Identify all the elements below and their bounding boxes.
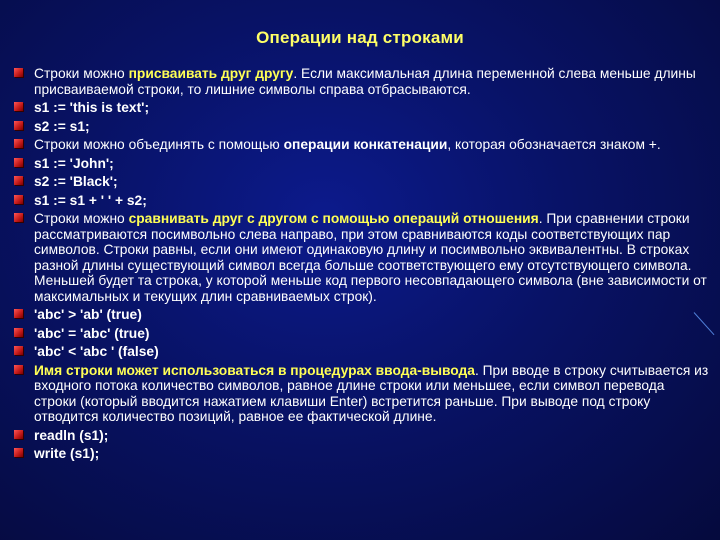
code-line: s2 := 'Black'; [34, 174, 118, 189]
list-item [10, 137, 710, 153]
list-item [10, 66, 710, 97]
list-item-code [10, 193, 710, 209]
bullet-list [10, 66, 710, 465]
list-item-code [10, 344, 710, 360]
list-item-code [10, 119, 710, 135]
code-line: 'abc' > 'ab' (true) [34, 307, 142, 322]
item-text: Строки можно объединять с помощью [34, 137, 284, 152]
item-highlight: присваивать друг другу [128, 66, 294, 81]
code-line: 'abc' < 'abc ' (false) [34, 344, 159, 359]
square-bullet-icon [14, 102, 23, 111]
list-item-code [10, 326, 710, 342]
square-bullet-icon [14, 195, 23, 204]
item-text: , которая обозначается знаком +. [447, 137, 661, 152]
square-bullet-icon [14, 158, 23, 167]
square-bullet-icon [14, 68, 23, 77]
code-line: s1 := 'John'; [34, 155, 114, 171]
square-bullet-icon [14, 365, 23, 374]
list-item-code [10, 100, 710, 116]
square-bullet-icon [14, 430, 23, 439]
code-line: readln (s1); [34, 427, 109, 443]
square-bullet-icon [14, 346, 23, 355]
square-bullet-icon [14, 213, 23, 222]
square-bullet-icon [14, 309, 23, 318]
code-line: 'abc' = 'abc' (true) [34, 325, 150, 341]
code-line: s1 := 'this is text'; [34, 100, 150, 115]
code-line: s1 := s1 + ' ' + s2; [34, 192, 147, 208]
square-bullet-icon [14, 176, 23, 185]
list-item-code [10, 174, 710, 190]
item-text: . При вводе в строку считывается из входного потока количество символов, равное длине строки или меньшее, если символ перевода строки (который вводится нажатием клавиши Enter) встретится раньше. При выводе под строку отводится количество позиций, равное ее фактической длине. [34, 362, 709, 424]
list-item-code [10, 156, 710, 172]
item-highlight: Имя строки может использоваться в процедурах ввода-вывода [34, 362, 475, 378]
list-item-code [10, 428, 710, 444]
list-item [10, 363, 710, 425]
list-item-code [10, 307, 710, 323]
item-text: Строки можно [34, 66, 129, 81]
list-item-code [10, 446, 710, 462]
item-text: Строки можно [34, 211, 129, 226]
list-item [10, 211, 710, 304]
square-bullet-icon [14, 448, 23, 457]
square-bullet-icon [14, 139, 23, 148]
item-text: . При сравнении строки рассматриваются посимвольно слева направо, при этом сравниваются коды соответствующих пар символов. Строки равны, если они имеют одинаковую длину и посимвольно эквивалентны. В строках разной длины существующий символ всегда больше соответствующего ему отсутствующего символа. Меньшей будет та строка, у которой меньше код первого несовпадающего символа (вне зависимости от максимальных и текущих длин сравниваемых строк). [34, 211, 707, 304]
code-line: write (s1); [34, 446, 100, 461]
slide-title: Операции над строками [256, 28, 464, 47]
code-line: s2 := s1; [34, 118, 90, 134]
item-highlight: операции конкатенации [283, 137, 448, 152]
item-highlight: сравнивать друг с другом с помощью операций отношения [128, 211, 539, 226]
item-text: . Если максимальная длина переменной слева меньше длины присваиваемой строки, то лишние символы справа отбрасываются. [34, 66, 696, 97]
square-bullet-icon [14, 328, 23, 337]
square-bullet-icon [14, 121, 23, 130]
